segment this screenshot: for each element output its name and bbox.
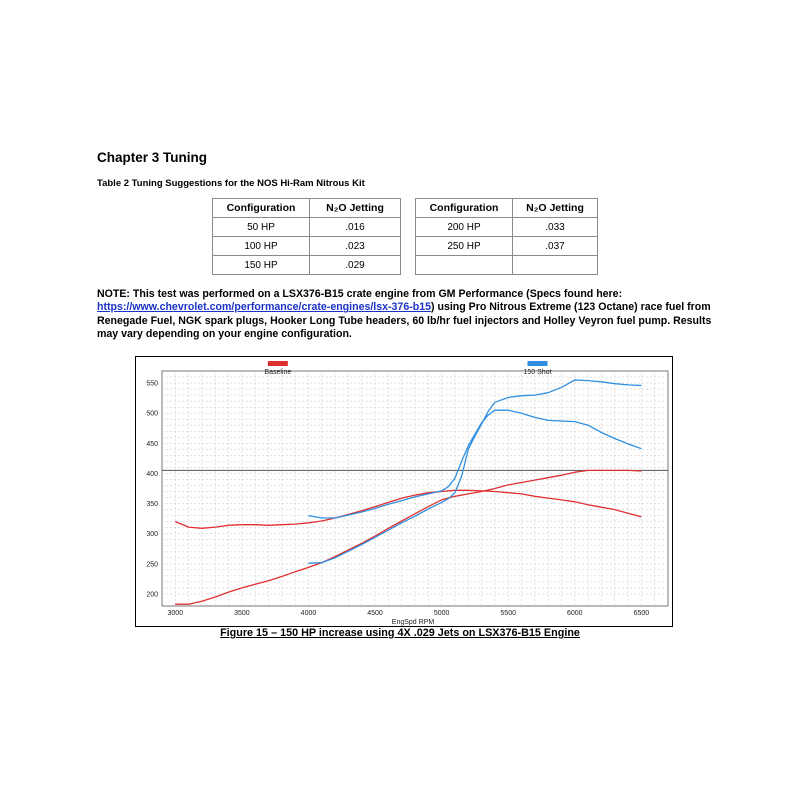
jetting-cell: .023 — [310, 237, 401, 256]
table-caption: Table 2 Tuning Suggestions for the NOS Hi-Ram Nitrous Kit — [97, 178, 365, 189]
header-configuration: Configuration — [213, 199, 310, 218]
x-tick-label: 6500 — [633, 610, 650, 617]
y-tick-label: 550 — [146, 380, 158, 388]
jetting-cell: .037 — [513, 237, 598, 256]
y-tick-label: 350 — [146, 501, 158, 509]
config-cell: 150 HP — [213, 256, 310, 275]
table-row — [213, 256, 401, 275]
test-note — [97, 288, 722, 342]
x-tick-label: 6000 — [567, 610, 583, 617]
tuning-table-left — [212, 198, 401, 275]
x-tick-label: 4000 — [300, 610, 317, 617]
y-tick-label: 500 — [146, 410, 158, 418]
table-row — [213, 218, 401, 237]
table-row — [416, 237, 598, 256]
tuning-table-right — [415, 198, 598, 275]
header-n2o-jetting: N₂O Jetting — [513, 199, 598, 218]
config-cell: 100 HP — [213, 237, 310, 256]
note-tail: ) using Pro Nitrous Extreme (123 Octane) race fuel from Renegade Fuel, NGK spark plugs, Hooker Long Tube headers, 60 lb/hr fuel injectors and Holley Veyron fuel pump. Results may vary depending on your engine configuration. — [97, 301, 712, 341]
jetting-cell: .016 — [310, 218, 401, 237]
y-tick-label: 450 — [146, 440, 158, 448]
y-tick-label: 250 — [146, 561, 158, 569]
figure-caption: Figure 15 – 150 HP increase using 4X .029 Jets on LSX376-B15 Engine — [220, 627, 580, 639]
x-axis-label: EngSpd RPM — [391, 619, 435, 626]
crate-engine-link[interactable]: https://www.chevrolet.com/performance/crate-engines/lsx-376-b15 — [97, 301, 432, 314]
dyno-chart-svg — [136, 357, 674, 628]
x-tick-label: 3000 — [167, 610, 184, 617]
table-row — [213, 237, 401, 256]
legend-label: 150 Shot — [523, 369, 552, 376]
dyno-chart — [135, 356, 673, 627]
legend-swatch — [528, 361, 548, 366]
x-tick-label: 5000 — [433, 610, 450, 617]
table-row — [416, 256, 598, 275]
table-row — [416, 218, 598, 237]
y-tick-label: 300 — [146, 531, 158, 539]
jetting-cell: .033 — [513, 218, 598, 237]
config-cell: 250 HP — [416, 237, 513, 256]
config-cell — [416, 256, 513, 275]
config-cell: 50 HP — [213, 218, 310, 237]
header-n2o-jetting: N₂O Jetting — [310, 199, 401, 218]
y-tick-label: 200 — [146, 591, 158, 599]
legend-swatch — [268, 361, 288, 366]
jetting-cell — [513, 256, 598, 275]
header-configuration: Configuration — [416, 199, 513, 218]
chapter-title: Chapter 3 Tuning — [97, 150, 207, 165]
jetting-cell: .029 — [310, 256, 401, 275]
config-cell: 200 HP — [416, 218, 513, 237]
note-lead: NOTE: This test was performed on a LSX376-B15 crate engine from GM Performance (Specs found here: — [97, 288, 623, 300]
x-tick-label: 3500 — [234, 610, 250, 617]
x-tick-label: 5500 — [500, 610, 516, 617]
x-tick-label: 4500 — [367, 610, 383, 617]
legend-label: Baseline — [264, 369, 292, 376]
y-tick-label: 400 — [146, 470, 158, 478]
